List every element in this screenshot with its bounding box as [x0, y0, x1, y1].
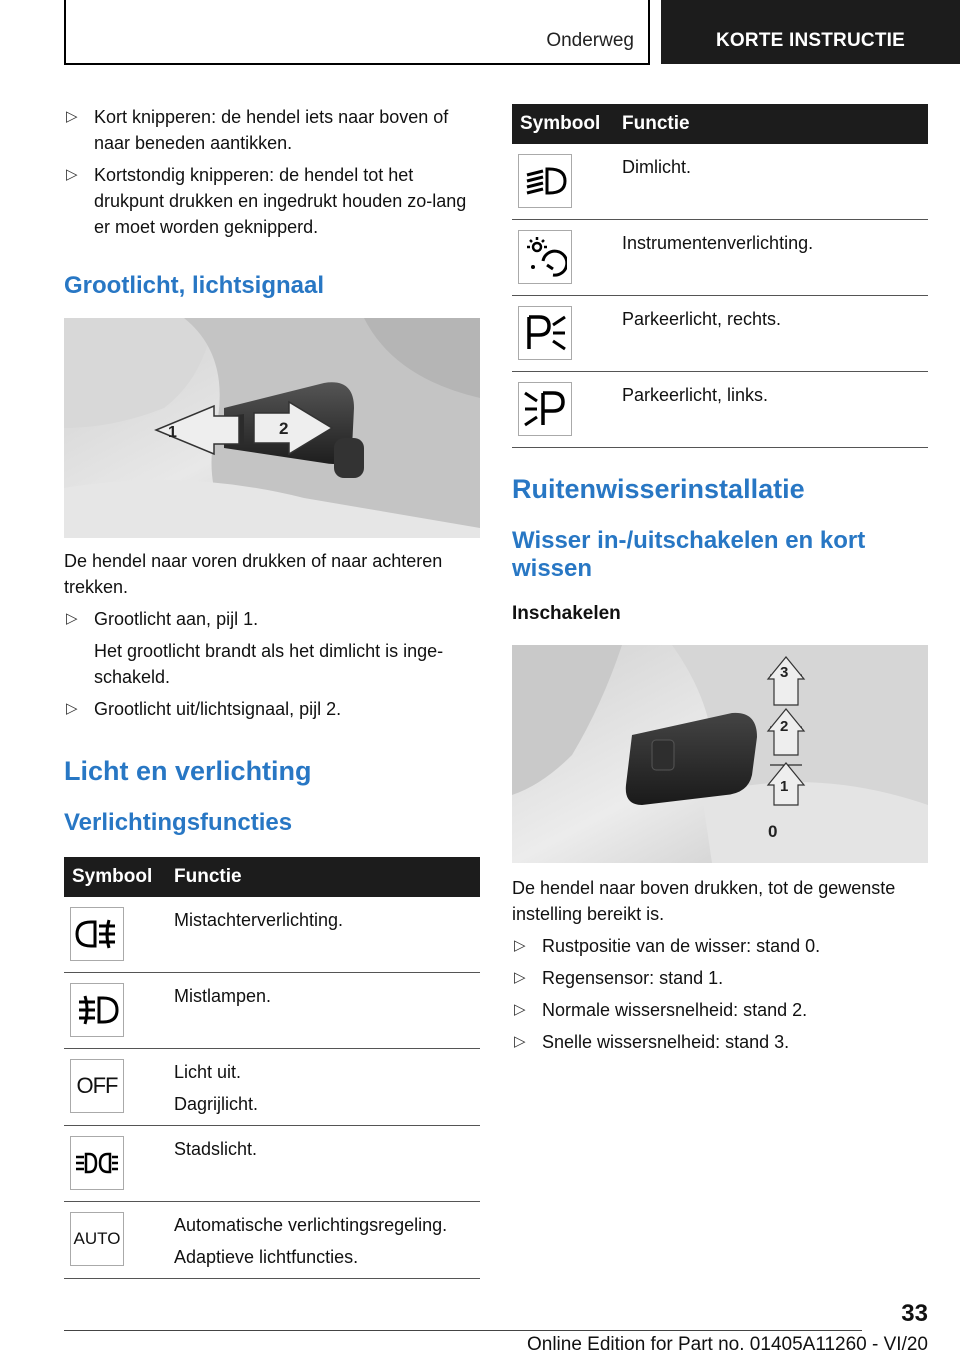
triangle-bullet-icon: ▷ — [514, 1001, 526, 1018]
lighting-functions-table — [64, 857, 480, 1279]
list-item: ▷ Kort knipperen: de hendel iets naar boven of naar beneden aantikken. — [64, 104, 480, 156]
list-item: ▷ Kortstondig knipperen: de hendel tot het drukpunt drukken en ingedrukt houden zo-lang er moet worden geknipperd. — [64, 162, 480, 240]
side-light-icon — [70, 1136, 124, 1190]
heading-light: Licht en verlichting — [64, 756, 312, 786]
photo-wiper-lever — [512, 645, 928, 863]
triangle-bullet-icon: ▷ — [66, 700, 78, 717]
triangle-bullet-icon: ▷ — [514, 969, 526, 986]
table-row: Parkeerlicht, links. — [512, 372, 928, 448]
header-rule-bottom — [64, 63, 650, 65]
arrow-label-1: 1 — [168, 424, 177, 441]
table-row: Mistlampen. — [64, 973, 480, 1049]
triangle-bullet-icon: ▷ — [66, 610, 78, 627]
list-item: ▷ Grootlicht aan, pijl 1. Het grootlicht brandt als het dimlicht is inge-schakeld. — [64, 606, 480, 690]
parking-light-right-icon — [518, 306, 572, 360]
low-beam-icon — [518, 154, 572, 208]
table-header-function: Functie — [622, 104, 928, 144]
auto-icon: AUTO — [70, 1212, 124, 1266]
footer-edition: Online Edition for Part no. 01405A11260 - VI/20 — [526, 1334, 928, 1355]
footer-rule — [64, 1330, 862, 1331]
front-fog-light-icon — [70, 983, 124, 1037]
right-column — [512, 104, 928, 1061]
off-icon: OFF — [70, 1059, 124, 1113]
heading-highbeam: Grootlicht, lichtsignaal — [64, 272, 325, 299]
table-row: Mistachterverlichting. — [64, 897, 480, 973]
heading-wiper-sub: Wisser in-/uitschakelen en kort wissen — [512, 527, 866, 582]
table-row: Dimlicht. — [512, 144, 928, 220]
triangle-bullet-icon: ▷ — [66, 108, 78, 125]
list-item: ▷ Rustpositie van de wisser: stand 0. — [512, 933, 928, 959]
list-item: ▷ Grootlicht uit/lichtsignaal, pijl 2. — [64, 696, 480, 722]
position-label-2: 2 — [780, 718, 789, 735]
heading-on: Inschakelen — [512, 603, 621, 624]
triangle-bullet-icon: ▷ — [514, 1033, 526, 1050]
list-item-note: Het grootlicht brandt als het dimlicht is inge-schakeld. — [94, 641, 444, 687]
table-row: Parkeerlicht, rechts. — [512, 296, 928, 372]
triangle-bullet-icon: ▷ — [514, 937, 526, 954]
lighting-functions-table-continued — [512, 104, 928, 448]
list-item: ▷ Normale wissersnelheid: stand 2. — [512, 997, 928, 1023]
table-row: Stadslicht. — [64, 1126, 480, 1202]
table-row: AUTO Automatische verlichtingsregeling. Adaptieve lichtfuncties. — [64, 1202, 480, 1279]
header-rule-right — [648, 0, 650, 64]
header-section: Onderweg — [546, 30, 634, 51]
list-item: ▷ Regensensor: stand 1. — [512, 965, 928, 991]
left-column — [64, 104, 480, 1279]
table-header-function: Functie — [174, 857, 480, 897]
heading-functions: Verlichtingsfuncties — [64, 809, 293, 836]
position-label-0: 0 — [768, 822, 778, 841]
heading-wiper: Ruitenwisserinstallatie — [512, 474, 805, 504]
page-number: 33 — [901, 1300, 928, 1327]
header-chapter-tab[interactable]: KORTE INSTRUCTIE — [661, 0, 960, 64]
table-row: Instrumentenverlichting. — [512, 220, 928, 296]
position-label-1: 1 — [780, 778, 789, 795]
highbeam-text: De hendel naar voren drukken of naar achteren trekken. — [64, 551, 443, 597]
table-header-symbol: Symbool — [64, 857, 174, 897]
arrow-label-2: 2 — [279, 419, 289, 438]
table-header-symbol: Symbool — [512, 104, 622, 144]
position-label-3: 3 — [780, 664, 789, 681]
instrument-lighting-icon — [518, 230, 572, 284]
table-row: OFF Licht uit. Dagrijlicht. — [64, 1049, 480, 1126]
list-item: ▷ Snelle wissersnelheid: stand 3. — [512, 1029, 928, 1055]
photo-highbeam-lever — [64, 318, 480, 538]
rear-fog-light-icon — [70, 907, 124, 961]
parking-light-left-icon — [518, 382, 572, 436]
wiper-text: De hendel naar boven drukken, tot de gewenste instelling bereikt is. — [512, 878, 896, 924]
triangle-bullet-icon: ▷ — [66, 166, 78, 183]
